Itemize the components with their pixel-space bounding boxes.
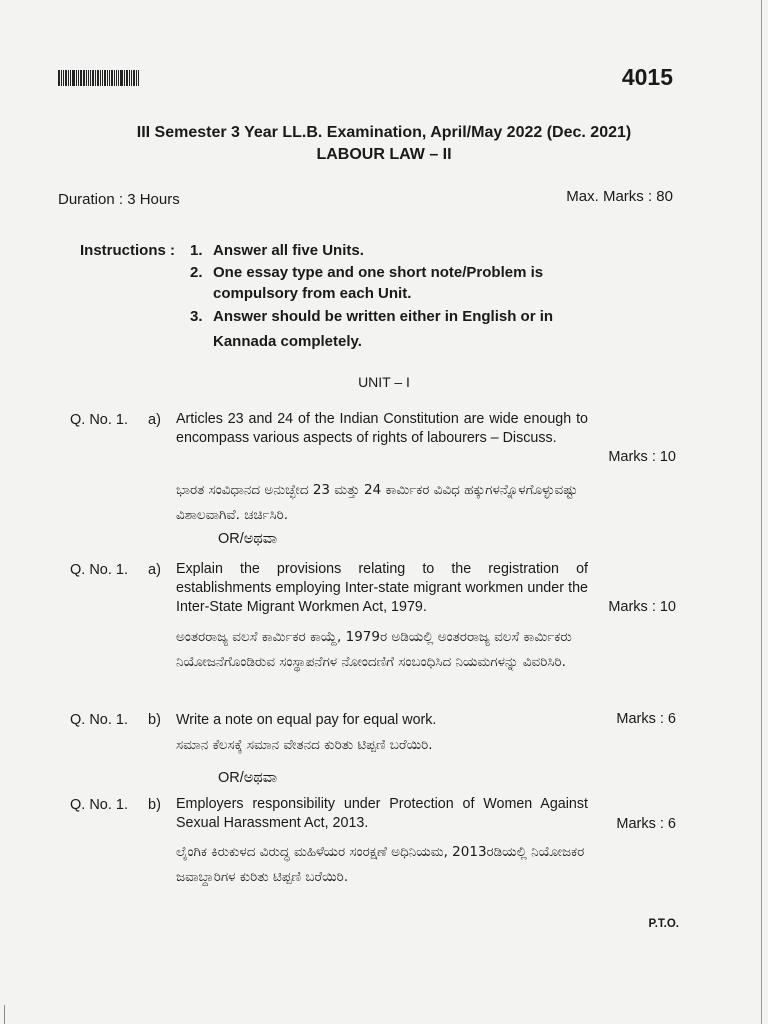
instruction-item bbox=[190, 240, 600, 261]
barcode-bar bbox=[86, 70, 87, 86]
question-marks: Marks : 6 bbox=[616, 711, 676, 727]
question-marks: Marks : 10 bbox=[608, 449, 676, 465]
instruction-text-continued: compulsory from each Unit. bbox=[213, 285, 412, 302]
barcode-bar bbox=[102, 70, 103, 86]
exam-title: III Semester 3 Year LL.B. Examination, April/May 2022 (Dec. 2021) bbox=[136, 124, 632, 141]
barcode-bar bbox=[111, 70, 113, 86]
unit-heading: UNIT – I bbox=[358, 374, 410, 390]
barcode-bar bbox=[126, 70, 128, 86]
question-label: a) bbox=[148, 412, 161, 428]
instruction-text-continued: Kannada completely. bbox=[213, 333, 362, 350]
instruction-item bbox=[190, 306, 600, 352]
question-label: a) bbox=[148, 562, 161, 578]
duration: Duration : 3 Hours bbox=[58, 191, 180, 208]
question-number: Q. No. 1. bbox=[70, 562, 129, 578]
question-label: b) bbox=[148, 797, 161, 813]
barcode-bar bbox=[78, 70, 79, 86]
question-text-english: Employers responsibility under Protection of Women Against Sexual Harassment Act, 2013. bbox=[176, 796, 588, 831]
instruction-text: Answer all five Units. bbox=[213, 242, 364, 259]
barcode-bar bbox=[76, 70, 77, 86]
barcode-bar bbox=[116, 70, 117, 86]
instruction-text: One essay type and one short note/Problem is bbox=[213, 264, 544, 281]
barcode-bar bbox=[88, 70, 89, 86]
instruction-text: Answer should be written either in English or in bbox=[213, 308, 554, 325]
please-turn-over: P.T.O. bbox=[648, 918, 679, 930]
barcode-bar bbox=[97, 70, 100, 86]
barcode-bar bbox=[92, 70, 94, 86]
barcode-bar bbox=[63, 70, 64, 86]
instruction-number: 3. bbox=[190, 308, 203, 325]
barcode-bar bbox=[72, 70, 75, 86]
question-text-english: Articles 23 and 24 of the Indian Constitution are wide enough to encompass various aspects of rights of labourers – Discuss. bbox=[176, 411, 588, 446]
barcode-bar bbox=[138, 70, 139, 86]
barcode-bar bbox=[95, 70, 96, 86]
instruction-number: 1. bbox=[190, 242, 203, 259]
max-marks: Max. Marks : 80 bbox=[566, 188, 673, 205]
question-number: Q. No. 1. bbox=[70, 412, 129, 428]
question-number: Q. No. 1. bbox=[70, 712, 129, 728]
barcode-bar bbox=[129, 70, 130, 86]
barcode-bar bbox=[90, 70, 91, 86]
question-number: Q. No. 1. bbox=[70, 797, 129, 813]
or-separator: OR/ಅಥವಾ bbox=[218, 531, 278, 547]
barcode bbox=[58, 70, 140, 86]
barcode-bar bbox=[109, 70, 110, 86]
question-text-kannada: ಭಾರತ ಸಂವಿಧಾನದ ಅನುಚ್ಛೇದ 23 ಮತ್ತು 24 ಕಾರ್ಮಿಕರ ವಿವಿಧ ಹಕ್ಕುಗಳನ್ನೊಳಗೊಳ್ಳುವಷ್ಟು ವಿಶಾಲವಾಗಿವೆ. ಚರ್ಚಿಸಿರಿ. bbox=[176, 482, 578, 523]
or-separator: OR/ಅಥವಾ bbox=[218, 770, 278, 786]
barcode-bar bbox=[136, 70, 137, 86]
barcode-bar bbox=[131, 70, 132, 86]
barcode-bar bbox=[120, 70, 123, 86]
question-text-kannada: ಅಂತರರಾಜ್ಯ ವಲಸೆ ಕಾರ್ಮಿಕರ ಕಾಯ್ದೆ, 1979ರ ಅಡಿಯಲ್ಲಿ ಅಂತರರಾಜ್ಯ ವಲಸೆ ಕಾರ್ಮಿಕರು ನಿಯೋಜನೆಗೊಂಡಿರುವ ಸಂಸ್ಥಾಪನೆಗಳ ನೋಂದಣಿಗೆ ಸಂಬಂಧಿಸಿದ ನಿಯಮಗಳನ್ನು ವಿವರಿಸಿರಿ. bbox=[176, 629, 572, 670]
barcode-bar bbox=[68, 70, 69, 86]
barcode-bar bbox=[80, 70, 82, 86]
barcode-bar bbox=[133, 70, 135, 86]
barcode-bar bbox=[70, 70, 71, 86]
barcode-bar bbox=[83, 70, 85, 86]
question-text-english: Explain the provisions relating to the registration of establishments employing Inter-state migrant workmen under the Inter-State Migrant Workmen Act, 1979. bbox=[176, 561, 588, 615]
barcode-bar bbox=[100, 70, 101, 86]
barcode-bar bbox=[118, 70, 119, 86]
question-marks: Marks : 10 bbox=[608, 599, 676, 615]
question-text-english: Write a note on equal pay for equal work. bbox=[176, 712, 437, 728]
instruction-number: 2. bbox=[190, 264, 203, 281]
subject-title: LABOUR LAW – II bbox=[316, 146, 452, 163]
question-label: b) bbox=[148, 712, 161, 728]
barcode-bar bbox=[65, 70, 67, 86]
scan-edge-line-left bbox=[4, 1005, 5, 1024]
paper-code: 4015 bbox=[621, 64, 673, 90]
barcode-bar bbox=[104, 70, 106, 86]
barcode-bar bbox=[61, 70, 62, 86]
instructions-heading: Instructions : bbox=[80, 242, 176, 259]
barcode-bar bbox=[58, 70, 60, 86]
question-text-kannada: ಸಮಾನ ಕೆಲಸಕ್ಕೆ ಸಮಾನ ವೇತನದ ಕುರಿತು ಟಿಪ್ಪಣಿ ಬರೆಯಿರಿ. bbox=[176, 737, 433, 753]
barcode-bar bbox=[124, 70, 125, 86]
barcode-bar bbox=[114, 70, 115, 86]
question-text-kannada: ಲೈಂಗಿಕ ಕಿರುಕುಳದ ವಿರುದ್ಧ ಮಹಿಳೆಯರ ಸಂರಕ್ಷಣೆ ಅಧಿನಿಯಮ, 2013ರಡಿಯಲ್ಲಿ ನಿಯೋಜಕರ ಜವಾಬ್ದಾರಿಗಳ ಕುರಿತು ಟಿಪ್ಪಣಿ ಬರೆಯಿರಿ. bbox=[176, 844, 585, 885]
instruction-item bbox=[190, 262, 600, 304]
question-marks: Marks : 6 bbox=[616, 816, 676, 832]
barcode-bar bbox=[107, 70, 108, 86]
